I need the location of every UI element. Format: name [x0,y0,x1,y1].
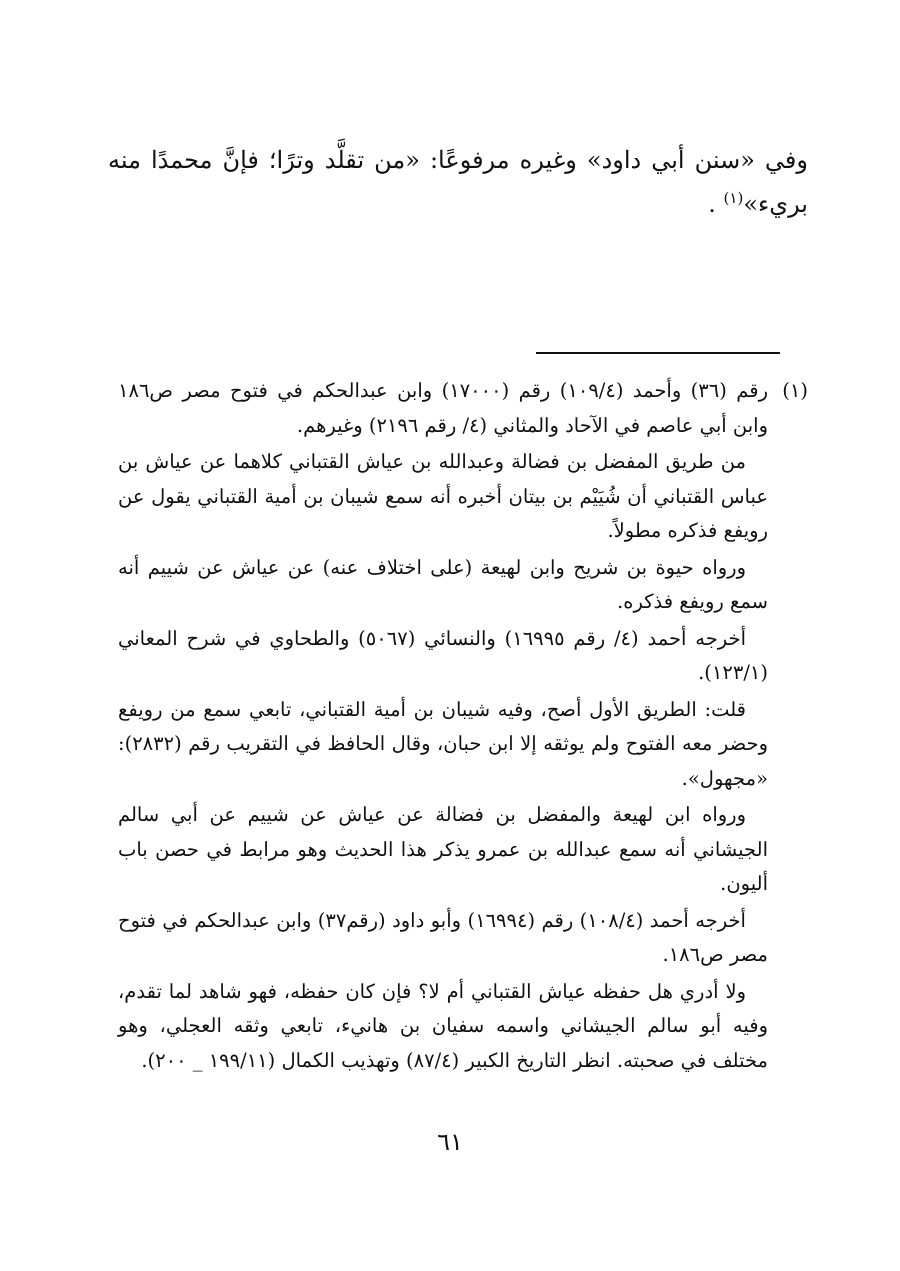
footnote-reference: (١) [723,189,744,207]
footnote-paragraph: أخرجه أحمد (٤/ رقم ١٦٩٩٥) والنسائي (٥٠٦٧) والطحاوي في شرح المعاني (١٢٣/١). [118,626,768,684]
footnote-1 [118,374,808,1080]
page-number: ٦١ [437,1128,463,1156]
footnote-number: (١) [782,379,808,402]
footnotes-section [118,374,808,1080]
footnote-separator [536,352,780,354]
footnote-paragraph: ورواه ابن لهيعة والمفضل بن فضالة عن عياش عن شييم عن أبي سالم الجيشاني أنه سمع عبدالله بن عمرو يذكر هذا الحديث وهو مرابط في حصن باب أليون. [118,803,768,895]
main-text-end: . [708,190,724,218]
footnote-paragraph: قلت: الطريق الأول أصح، وفيه شيبان بن أمية القتباني، تابعي سمع من رويفع وحضر معه الفتوح ولم يوثقه إلا ابن حبان، وقال الحافظ في التقريب رقم (٢٨٣٢): «مجهول». [118,697,768,790]
footnote-paragraph: ولا أدري هل حفظه عياش القتباني أم لا؟ فإن كان حفظه، فهو شاهد لما تقدم، وفيه أبو سالم الجيشاني واسمه سفيان بن هانيء، تابعي وثقه العجلي، وهو مختلف في صحبته. انظر التاريخ الكبير (٨٧/٤) وتهذيب الكمال (١٩٩/١١ _ ٢٠٠). [118,979,768,1072]
footnote-paragraph: أخرجه أحمد (١٠٨/٤) رقم (١٦٩٩٤) وأبو داود (رقم٣٧) وابن عبدالحكم في فتوح مصر ص١٨٦. [118,908,768,966]
footnote-paragraph: ورواه حيوة بن شريح وابن لهيعة (على اختلاف عنه) عن عياش عن شييم أنه سمع رويفع فذكره. [118,555,768,613]
footnote-paragraph: من طريق المفضل بن فضالة وعبدالله بن عياش القتباني كلاهما عن عياش بن عباس القتباني أن شُيَيْم بن بيتان أخبره أنه سمع شيبان بن أمية القتباني يقول عن رويفع فذكره مطولاً. [118,450,768,542]
main-text [108,138,808,226]
footnote-body [118,374,768,1080]
footnote-paragraph: رقم (٣٦) وأحمد (١٠٩/٤) رقم (١٧٠٠٠) وابن عبدالحكم في فتوح مصر ص١٨٦ وابن أبي عاصم في الآحاد والمثاني (٤/ رقم ٢١٩٦) وغيرهم. [118,379,768,437]
main-text-body: وفي «سنن أبي داود» وغيره مرفوعًا: «من تقلَّد وترًا؛ فإنَّ محمدًا منه بريء» [108,146,808,218]
